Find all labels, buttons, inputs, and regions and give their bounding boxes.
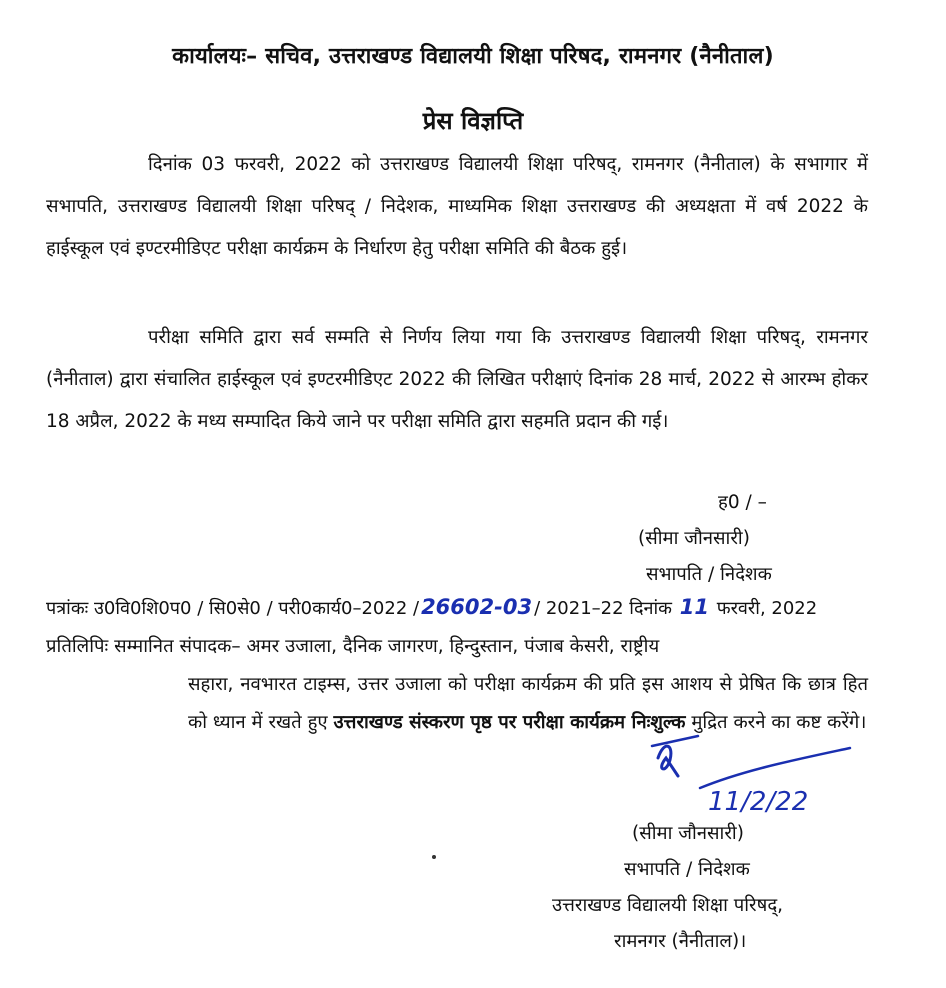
signatory-place: रामनगर (नैनीताल)।	[614, 931, 747, 952]
copy-body-text: सहारा, नवभारत टाइम्स, उत्तर उजाला को परीक्षा कार्यक्रम की प्रति इस आशय से प्रेषित कि छात्र हित को ध्यान में रखते हुए	[188, 674, 868, 733]
signature-block-second	[552, 816, 872, 960]
office-header: कार्यालयः– सचिव, उत्तराखण्ड विद्यालयी शिक्षा परिषद, रामनगर (नैनीताल)	[172, 44, 774, 69]
handwritten-signature	[644, 730, 854, 820]
copy-label: प्रतिलिपिः	[46, 636, 109, 657]
signed-mark: ह0 / –	[718, 492, 767, 513]
copy-closing-text: मुद्रित करने का कष्ट करेंगे।	[691, 712, 867, 733]
copy-to-section	[46, 628, 868, 742]
document-title: प्रेस विज्ञप्ति	[422, 107, 524, 135]
signature-date: 11/2/22	[708, 787, 809, 817]
handwritten-letter-number: 26602-03	[421, 595, 533, 619]
copy-bold-request: उत्तराखण्ड संस्करण पृष्ठ पर परीक्षा कार्यक्रम निःशुल्क	[333, 712, 686, 733]
reference-prefix: पत्रांकः उ0वि0शि0प0 / सि0से0 / परी0कार्य0–2022 /	[46, 598, 420, 619]
signatory-organization: उत्तराखण्ड विद्यालयी शिक्षा परिषद्,	[552, 895, 784, 916]
signatory-name: (सीमा जौनसारी)	[638, 528, 750, 549]
signatory-designation: सभापति / निदेशक	[646, 564, 772, 585]
copy-recipients: सम्मानित संपादक– अमर उजाला, दैनिक जागरण, हिन्दुस्तान, पंजाब केसरी, राष्ट्रीय	[114, 636, 660, 657]
signatory-name-2: (सीमा जौनसारी)	[632, 823, 744, 844]
paragraph-decision: परीक्षा समिति द्वारा सर्व सम्मति से निर्णय लिया गया कि उत्तराखण्ड विद्यालयी शिक्षा परिषद्, रामनगर (नैनीताल) द्वारा संचालित हाईस्कूल एवं इण्टरमीडिएट 2022 की लिखित परीक्षाएं दिनांक 28 मार्च, 2022 से आरम्भ होकर 18 अप्रैल, 2022 के मध्य सम्पादित किये जाने पर परीक्षा समिति द्वारा सहमति प्रदान की गई।	[46, 327, 868, 432]
stray-dot	[432, 855, 436, 859]
reference-middle: / 2021–22 दिनांक	[534, 598, 672, 619]
reference-suffix: फरवरी, 2022	[716, 598, 818, 619]
paragraph-meeting: दिनांक 03 फरवरी, 2022 को उत्तराखण्ड विद्यालयी शिक्षा परिषद्, रामनगर (नैनीताल) के सभागार में सभापति, उत्तराखण्ड विद्यालयी शिक्षा परिषद् / निदेशक, माध्यमिक शिक्षा उत्तराखण्ड की अध्यक्षता में वर्ष 2022 के हाईस्कूल एवं इण्टरमीडिएट परीक्षा कार्यक्रम के निर्धारण हेतु परीक्षा समिति की बैठक हुई।	[46, 154, 868, 259]
handwritten-day: 11	[679, 595, 709, 619]
signatory-designation-2: सभापति / निदेशक	[624, 859, 750, 880]
reference-line	[46, 590, 876, 626]
signature-block-first	[600, 485, 860, 593]
